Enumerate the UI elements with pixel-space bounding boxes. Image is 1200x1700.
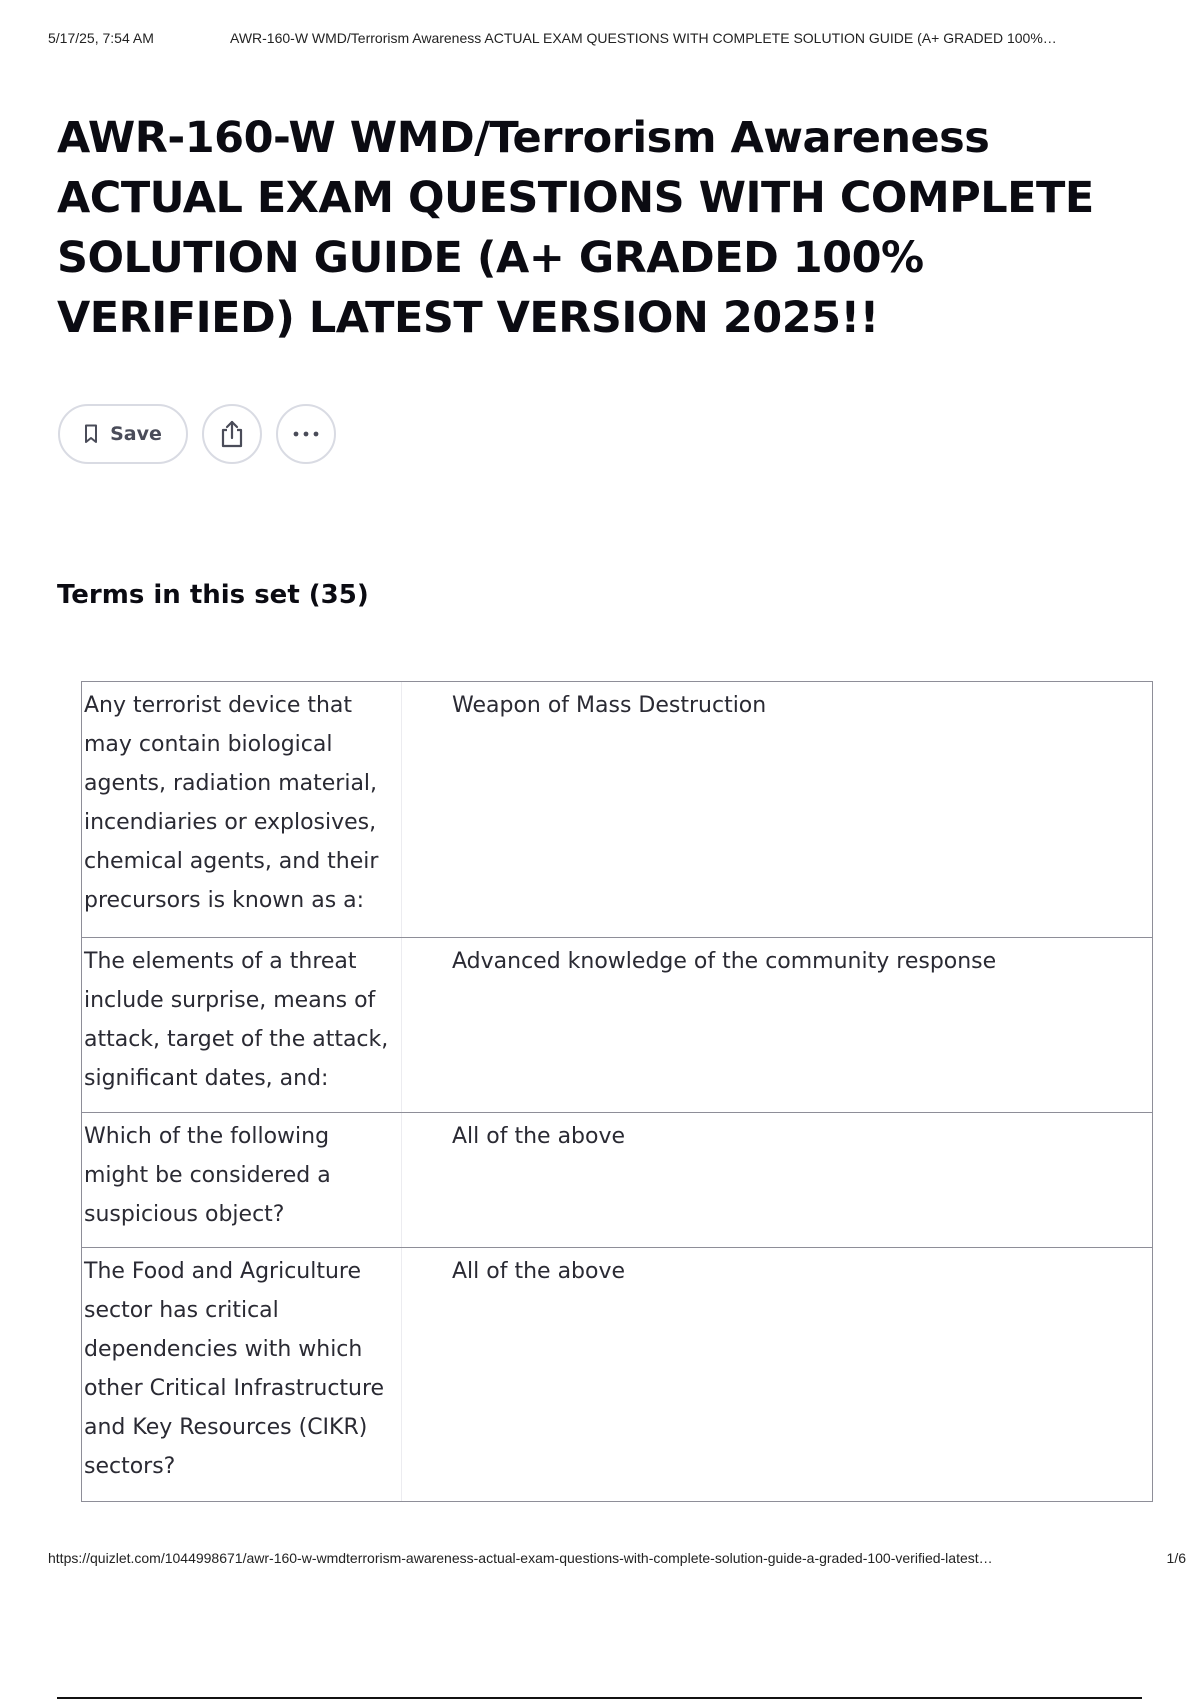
share-button[interactable] — [202, 404, 262, 464]
term-answer: All of the above — [452, 1259, 626, 1284]
print-timestamp: 5/17/25, 7:54 AM — [48, 30, 154, 46]
divider — [57, 1697, 1142, 1699]
terms-table — [81, 681, 1153, 1502]
term-row — [82, 937, 1152, 1112]
term-question: Which of the following might be considered a suspicious object? — [82, 1113, 402, 1247]
term-row — [82, 1247, 1152, 1501]
save-button-label: Save — [110, 423, 162, 445]
more-options-button[interactable] — [276, 404, 336, 464]
print-url: https://quizlet.com/1044998671/awr-160-w-wmdterrorism-awareness-actual-exam-questions-with-complete-solution-guide-a-graded-100-verified-latest… — [48, 1550, 993, 1566]
term-question: The Food and Agriculture sector has critical dependencies with which other Critical Infrastructure and Key Resources (CIKR) sectors? — [82, 1248, 402, 1501]
term-row — [82, 682, 1152, 937]
terms-heading: Terms in this set (35) — [57, 580, 369, 610]
action-bar — [58, 404, 336, 464]
share-icon — [219, 419, 245, 449]
term-answer: Advanced knowledge of the community response — [452, 949, 997, 974]
print-footer — [48, 1550, 1186, 1570]
more-horizontal-icon — [292, 430, 320, 438]
print-header — [48, 30, 1160, 50]
page-number: 1/6 — [1166, 1550, 1186, 1566]
save-button[interactable] — [58, 404, 188, 464]
term-answer: Weapon of Mass Destruction — [452, 693, 767, 718]
print-document-title: AWR-160-W WMD/Terrorism Awareness ACTUAL EXAM QUESTIONS WITH COMPLETE SOLUTION GUIDE (A+ GRADED 100%… — [230, 30, 1057, 46]
term-answer: All of the above — [452, 1124, 626, 1149]
term-row — [82, 1112, 1152, 1247]
page-title: AWR-160-W WMD/Terrorism Awareness ACTUAL EXAM QUESTIONS WITH COMPLETE SOLUTION GUIDE (A+ GRADED 100% VERIFIED) LATEST VERSION 2025!! — [57, 113, 1094, 343]
term-question: The elements of a threat include surprise, means of attack, target of the attack, significant dates, and: — [82, 938, 402, 1112]
term-question: Any terrorist device that may contain biological agents, radiation material, incendiaries or explosives, chemical agents, and their precursors is known as a: — [82, 682, 402, 937]
bookmark-icon — [84, 424, 98, 444]
